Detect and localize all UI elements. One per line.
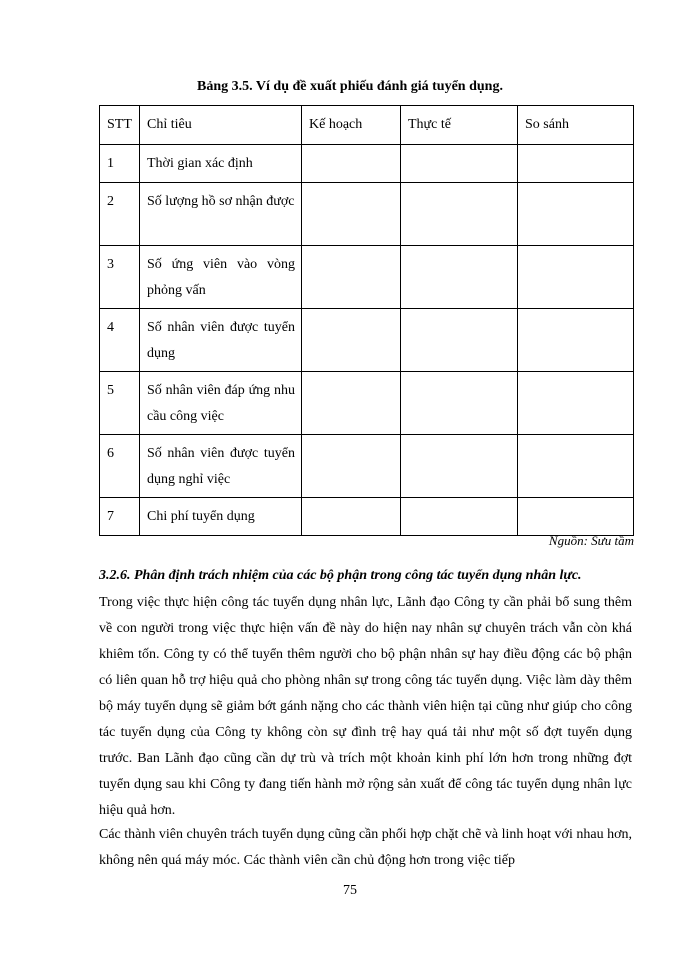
cell-actual bbox=[401, 309, 518, 372]
cell-stt: 3 bbox=[100, 246, 140, 309]
table-row bbox=[100, 372, 634, 435]
table-row bbox=[100, 145, 634, 183]
cell-plan bbox=[302, 183, 401, 246]
body-paragraph-1: Trong việc thực hiện công tác tuyển dụng nhân lực, Lãnh đạo Công ty cần phải bổ sung thêm về con người trong việc thực hiện vấn đề này do hiện nay nhân sự chuyên trách vẫn còn khá khiêm tốn. Công ty có thể tuyển thêm người cho bộ phận nhân sự hay điều động các bộ phận có liên quan hỗ trợ hiệu quả cho phòng nhân sự trong công tác tuyển dụng. Việc làm dày thêm bộ máy tuyển dụng sẽ giảm bớt gánh nặng cho các thành viên hiện tại cũng như giúp cho công tác tuyển dụng của Công ty không còn sự đình trệ hay quá tải như một số đợt tuyển dụng trước. Ban Lãnh đạo cũng cần dự trù và trích một khoản kinh phí lớn hơn trong những đợt tuyển dụng sau khi Công ty đang tiến hành mở rộng sản xuất để công tác tuyển dụng nhân lực hiệu quả hơn. bbox=[99, 595, 632, 818]
evaluation-table bbox=[99, 105, 634, 536]
cell-actual bbox=[401, 183, 518, 246]
cell-actual bbox=[401, 498, 518, 536]
cell-criterion: Chi phí tuyển dụng bbox=[140, 498, 302, 536]
cell-compare bbox=[518, 246, 634, 309]
cell-compare bbox=[518, 183, 634, 246]
table-row bbox=[100, 246, 634, 309]
table-row bbox=[100, 498, 634, 536]
cell-actual bbox=[401, 145, 518, 183]
table-row bbox=[100, 183, 634, 246]
cell-plan bbox=[302, 498, 401, 536]
header-plan: Kế hoạch bbox=[302, 106, 401, 145]
cell-actual bbox=[401, 246, 518, 309]
header-compare: So sánh bbox=[518, 106, 634, 145]
table-row bbox=[100, 435, 634, 498]
header-actual: Thực tế bbox=[401, 106, 518, 145]
table-caption: Bảng 3.5. Ví dụ đề xuất phiếu đánh giá tuyển dụng. bbox=[197, 79, 503, 94]
cell-plan bbox=[302, 309, 401, 372]
header-criterion: Chỉ tiêu bbox=[140, 106, 302, 145]
cell-actual bbox=[401, 372, 518, 435]
cell-compare bbox=[518, 372, 634, 435]
table-header-row bbox=[100, 106, 634, 145]
cell-plan bbox=[302, 372, 401, 435]
cell-criterion: Số nhân viên được tuyển dụng nghỉ việc bbox=[140, 435, 302, 498]
cell-criterion: Số nhân viên được tuyển dụng bbox=[140, 309, 302, 372]
page-number: 75 bbox=[343, 883, 357, 898]
cell-compare bbox=[518, 435, 634, 498]
cell-stt: 7 bbox=[100, 498, 140, 536]
cell-criterion: Số ứng viên vào vòng phỏng vấn bbox=[140, 246, 302, 309]
header-stt: STT bbox=[100, 106, 140, 145]
cell-stt: 1 bbox=[100, 145, 140, 183]
body-paragraph-2: Các thành viên chuyên trách tuyển dụng cũng cần phối hợp chặt chẽ và linh hoạt với nhau hơn, không nên quá máy móc. Các thành viên cần chủ động hơn trong việc tiếp bbox=[99, 827, 632, 868]
cell-actual bbox=[401, 435, 518, 498]
cell-stt: 5 bbox=[100, 372, 140, 435]
cell-stt: 4 bbox=[100, 309, 140, 372]
table-source-note: Nguồn: Sưu tầm bbox=[548, 533, 634, 548]
cell-compare bbox=[518, 309, 634, 372]
cell-stt: 2 bbox=[100, 183, 140, 246]
cell-criterion: Số lượng hồ sơ nhận được bbox=[140, 183, 302, 246]
cell-criterion: Thời gian xác định bbox=[140, 145, 302, 183]
table-row bbox=[100, 309, 634, 372]
section-heading: 3.2.6. Phân định trách nhiệm của các bộ phận trong công tác tuyển dụng nhân lực. bbox=[99, 568, 582, 583]
cell-stt: 6 bbox=[100, 435, 140, 498]
cell-compare bbox=[518, 145, 634, 183]
cell-criterion: Số nhân viên đáp ứng nhu cầu công việc bbox=[140, 372, 302, 435]
cell-plan bbox=[302, 246, 401, 309]
cell-compare bbox=[518, 498, 634, 536]
cell-plan bbox=[302, 145, 401, 183]
cell-plan bbox=[302, 435, 401, 498]
